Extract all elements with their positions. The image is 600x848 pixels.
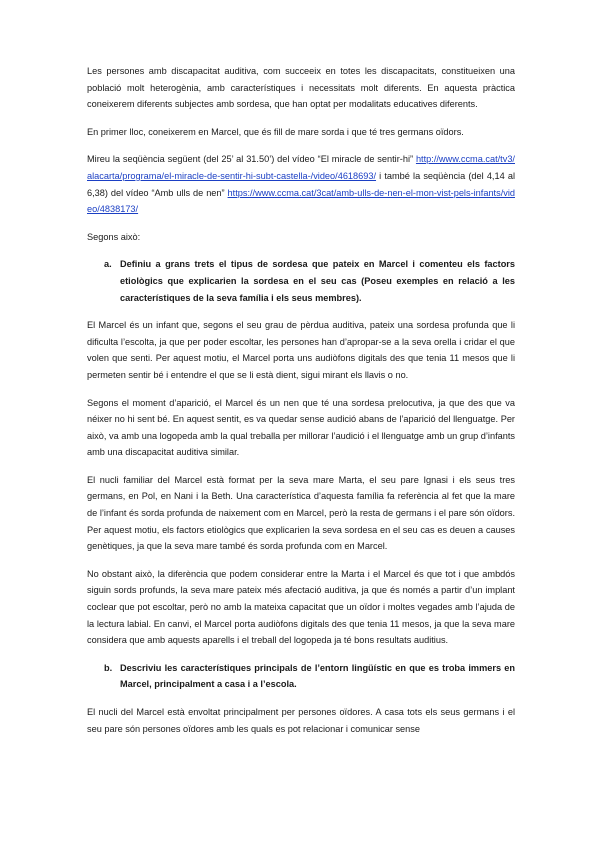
document-body — [87, 63, 515, 748]
marcel-intro-paragraph: En primer lloc, coneixerem en Marcel, que és fill de mare sorda i que té tres germans oïdors. — [87, 126, 464, 137]
question-b-list — [87, 660, 515, 693]
video-instructions-text-2: i també la seqüència (del 4,14 al 6,38) del vídeo “Amb ulls de nen” — [87, 170, 515, 198]
video-instructions-paragraph — [87, 151, 515, 217]
intro-paragraph: Les persones amb discapacitat auditiva, com succeeix en totes les discapacitats, constitueixen una població molt heterogènia, amb característiques i necessitats molt diferents. En aquesta pràctica coneixerem diferents subjectes amb sordesa, que han optat per modalitats educatives diferents. — [87, 66, 515, 110]
video-link-ulls-de-nen[interactable]: https://www.ccma.cat/3cat/amb-ulls-de-nen-el-mon-vist-pels-infants/video/4838173/ — [87, 187, 515, 215]
question-b-text: Descriviu les característiques principals de l’entorn lingüístic en que es troba immers en Marcel, principalment a casa i a l’escola. — [120, 662, 515, 690]
question-b-marker: b. — [104, 662, 113, 673]
answer-a-paragraph-3: El nucli familiar del Marcel està format per la seva mare Marta, el seu pare Ignasi i els seus tres germans, en Pol, en Nani i la Beth. Una característica d’aquesta família fa referència al fet que la mare de l’infant és sorda profunda de naixement com en Marcel, però la resta de germans i el pare són oïdors. Per aquest motiu, els factors etiològics que explicarien la seva sordesa en el seu cas es deuen a causes genètiques, ja que la seva mare també és sorda profunda com en Marcel. — [87, 474, 515, 552]
question-b — [87, 660, 515, 693]
question-a-text: Definiu a grans trets el tipus de sordesa que pateix en Marcel i comenteu els factors etiològics que explicarien la sordesa en el seu cas (Poseu exemples en relació a les característiques de la seva família i els seus membres). — [120, 259, 515, 303]
answer-a-paragraph-4: No obstant això, la diferència que podem considerar entre la Marta i el Marcel és que tot i que ambdós siguin sords profunds, la seva mare pateix més afectació auditiva, ja que és només a partir d’un implant coclear que pot escoltar, però no amb la mateixa capacitat que un oïdor i moltes vegades amb l’ajuda de la lectura labial. En canvi, el Marcel porta audiòfons digitals des que tenia 11 mesos, ja que la seva mare considera que amb aquests aparells i el treball del logopeda ja té bons resultats auditius. — [87, 568, 515, 646]
segons-aixo-paragraph: Segons això: — [87, 231, 141, 242]
answer-a-paragraph-1: El Marcel és un infant que, segons el seu grau de pèrdua auditiva, pateix una sordesa profunda que li dificulta l’escolta, ja que per poder escoltar, les persones han d’apropar-se a la seva orella i cridar el que volen que senti. Per aquest motiu, el Marcel porta uns audiòfons digitals des que tenia 11 mesos que li permeten sentir bé i entendre el que se li està dient, sigui mirant els llavis o no. — [87, 320, 515, 380]
question-a-list — [87, 256, 515, 306]
answer-b-paragraph-1: El nucli del Marcel està envoltat principalment per persones oïdores. A casa tots els seus germans i el seu pare són persones oïdores amb les quals es pot relacionar i comunicar sense — [87, 707, 515, 734]
video-link-miracle[interactable]: http://www.ccma.cat/tv3/alacarta/programa/el-miracle-de-sentir-hi-subt-castella-/video/4618693/ — [87, 154, 515, 181]
video-instructions-text-1: Mireu la seqüència següent (del 25’ al 31.50’) del vídeo “El miracle de sentir-hi” — [87, 154, 414, 165]
question-a-marker: a. — [104, 259, 112, 270]
question-a — [87, 256, 515, 306]
answer-a-paragraph-2: Segons el moment d’aparició, el Marcel és un nen que té una sordesa prelocutiva, ja que des que va néixer no hi sent bé. En aquest sentit, es va quedar sense audició abans de l’aparició del llenguatge. Per això, va amb una logopeda amb la qual treballa per millorar l’audició i el llenguatge amb un grup d’infants amb una discapacitat auditiva similar. — [87, 397, 515, 458]
